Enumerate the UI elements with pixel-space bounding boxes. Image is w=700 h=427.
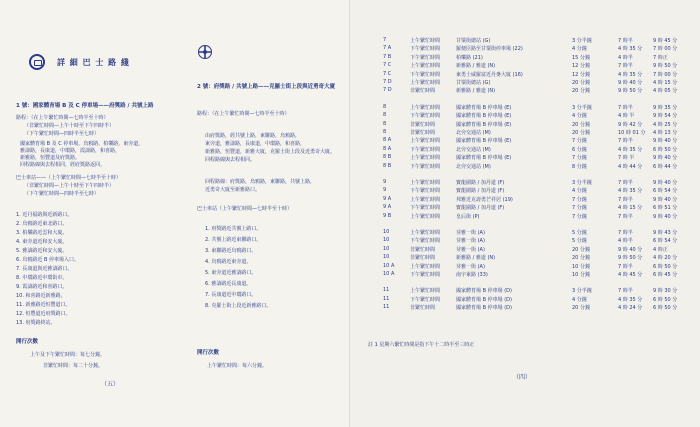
last-departure-cell: 4 時 25 分 bbox=[653, 121, 678, 128]
route-path-line: 新雅路，恒豐道，新雅大廈，克羅士街上段及近勇奇大廈。 bbox=[205, 149, 336, 155]
route-number-cell: 10 bbox=[383, 245, 390, 252]
last-departure-cell: 9 時 40 分 bbox=[653, 196, 678, 203]
route-number-cell: 9 bbox=[383, 187, 387, 194]
terminus-cell: 芽雅一街 (A) bbox=[456, 230, 485, 236]
stop-item: 12. 恒豐道近府獎路口。 bbox=[16, 311, 71, 317]
first-departure-cell: 4 時半 bbox=[618, 54, 633, 61]
table-row bbox=[350, 45, 700, 53]
first-departure-cell: 4 時 24 分 bbox=[618, 305, 643, 312]
first-departure-cell: 4 時 35 分 bbox=[618, 296, 643, 303]
service-period-cell: 上午繁忙時間 bbox=[410, 104, 441, 111]
last-departure-cell: 9 時 40 分 bbox=[653, 180, 678, 186]
frequency-heading: 開行次數 bbox=[16, 339, 39, 345]
table-row bbox=[350, 246, 700, 254]
right-page bbox=[350, 0, 700, 427]
terminus-cell: 國家體育場 B 停車場 (E) bbox=[456, 104, 512, 111]
last-departure-cell: 9 時 50 分 bbox=[653, 63, 678, 70]
frequency-cell: 3 分半鐘 bbox=[572, 180, 592, 186]
first-departure-cell: 4 時 半 bbox=[618, 113, 635, 120]
service-period-cell: 下午繁忙時間 bbox=[410, 238, 441, 245]
terminus-cell: 寶龍圍路 / 加丹道 (F) bbox=[456, 180, 505, 186]
service-period-cell: 下午繁忙時間 bbox=[410, 46, 441, 53]
first-departure-cell: 7 時半 bbox=[618, 63, 633, 70]
frequency-cell: 12 分鐘 bbox=[572, 63, 590, 70]
table-row bbox=[350, 62, 700, 70]
frequency-cell: 7 分鐘 bbox=[572, 138, 587, 145]
first-departure-cell: 10 時 01 分 bbox=[618, 130, 646, 136]
last-departure-cell: 6 時 54 分 bbox=[653, 238, 678, 245]
route-heading: 2 號：府獎路 / 共號上路——克羅士街上段與近勇奇大廈 bbox=[197, 84, 336, 90]
table-row bbox=[350, 296, 700, 304]
stops-heading: 巴士車站（上午繁忙時間—七時半至十時） bbox=[197, 206, 293, 212]
frequency-heading: 開行次數 bbox=[197, 350, 220, 356]
first-departure-cell: 7 時半 bbox=[618, 104, 633, 111]
service-period-cell: 上午繁忙時間 bbox=[410, 155, 441, 162]
last-departure-cell: 6 時 50 分 bbox=[653, 146, 678, 153]
route-path-line: 東旁道，雅濤路，長康道，中環路，和喜路， bbox=[205, 141, 306, 147]
stop-item: 5. 雅濤路近和安大廈。 bbox=[16, 248, 68, 254]
terminus-cell: 柏樂路 (21) bbox=[456, 54, 483, 61]
page-number: （四） bbox=[513, 374, 532, 381]
frequency-cell: 4 分鐘 bbox=[572, 113, 587, 120]
last-departure-cell: 9 時 54 分 bbox=[653, 113, 678, 120]
first-departure-cell: 9 時 40 分 bbox=[618, 246, 643, 253]
stop-item: 3. 東聯路近烏鴉路口。 bbox=[205, 248, 257, 254]
last-departure-cell: 4 時 20 分 bbox=[653, 255, 678, 262]
table-row bbox=[350, 37, 700, 45]
terminus-cell: 國家體育場 B 停車場 (E) bbox=[456, 138, 512, 145]
last-departure-cell: 4 時 15 分 bbox=[653, 80, 678, 86]
terminus-cell: 新雅路 / 雅道 (N) bbox=[456, 255, 496, 262]
route-path-line: 回程路線：府獎路，烏鴉路，東聯路，共號上路， bbox=[205, 179, 316, 185]
frequency-line: 上午繁忙時間：每六分鐘。 bbox=[207, 363, 268, 369]
stop-item: 7. 長康道與近雅濤路口。 bbox=[16, 266, 73, 272]
last-departure-cell: 6 時 45 分 bbox=[653, 272, 678, 278]
terminus-cell: 甘粟街總站 (G) bbox=[456, 38, 491, 44]
route-path-line: 國家體育場 B 及 C 停車場，烏鴉路，柏樂路，東旁道， bbox=[20, 141, 144, 147]
terminus-cell: 新雅路 / 雅道 (N) bbox=[456, 63, 496, 70]
frequency-cell: 3 分半鐘 bbox=[572, 38, 592, 44]
first-departure-cell: 7 時半 bbox=[618, 38, 633, 44]
first-departure-cell: 4 時 45 分 bbox=[618, 272, 643, 278]
service-period-cell: 上午繁忙時間 bbox=[410, 263, 441, 270]
frequency-cell: 6 分鐘 bbox=[572, 146, 587, 153]
frequency-line: 非繁忙時間：每二十分鐘。 bbox=[43, 363, 104, 369]
terminus-cell: 甘粟街總站 (G) bbox=[456, 80, 491, 86]
last-departure-cell: 6 時 50 分 bbox=[653, 263, 678, 270]
route-number-cell: 7 bbox=[383, 37, 387, 43]
bus-company-logo-icon bbox=[29, 54, 45, 70]
route-number-cell: 8 A bbox=[383, 137, 392, 144]
frequency-cell: 5 分鐘 bbox=[572, 238, 587, 245]
first-departure-cell: 4 時 35 分 bbox=[618, 146, 643, 153]
route-heading: 1 號：國家體育場 B 及 C 停車場——府獎路 / 共號上路 bbox=[16, 103, 154, 109]
terminus-cell: 皇后街 (P) bbox=[456, 213, 480, 220]
route-number-cell: 7 B bbox=[383, 53, 392, 60]
first-departure-cell: 7 時半 bbox=[618, 288, 633, 295]
last-departure-cell: 9 時 40 分 bbox=[653, 138, 678, 145]
frequency-cell: 4 分鐘 bbox=[572, 296, 587, 303]
first-departure-cell: 4 時 35 分 bbox=[618, 188, 643, 195]
frequency-cell: 4 分鐘 bbox=[572, 188, 587, 195]
first-departure-cell: 7 時半 bbox=[618, 138, 633, 145]
route-number-cell: 10 A bbox=[383, 262, 395, 269]
terminus-cell: 東勇士威羅富近丹麥大廈 (16) bbox=[456, 71, 523, 78]
last-departure-cell: 6 時 51 分 bbox=[653, 205, 678, 212]
table-row bbox=[350, 187, 700, 195]
last-departure-cell: 4 時正 bbox=[653, 246, 668, 253]
service-period-cell: 下午繁忙時間 bbox=[410, 188, 441, 195]
first-departure-cell: 4 時 35 分 bbox=[618, 46, 643, 53]
route-number-cell: 9 B bbox=[383, 212, 392, 219]
terminus-cell: 國家體育場 B 停車場 (E) bbox=[456, 121, 512, 128]
route-path-line: 新雅路，恒豐道及府獎路。 bbox=[20, 155, 81, 161]
route-number-cell: 10 A bbox=[383, 271, 395, 277]
service-period-cell: 上午繁忙時間 bbox=[410, 80, 441, 86]
frequency-cell: 20 分鐘 bbox=[572, 88, 590, 95]
frequency-cell: 20 分鐘 bbox=[572, 305, 590, 312]
stop-item: 11. 新雅路近恒豐道口。 bbox=[16, 302, 71, 308]
last-departure-cell: 7 時 00 分 bbox=[653, 46, 678, 53]
frequency-cell: 5 分鐘 bbox=[572, 230, 587, 236]
last-departure-cell: 9 時 40 分 bbox=[653, 155, 678, 162]
stop-item: 6. 烏鴉路近 B 停車場入口。 bbox=[16, 257, 79, 263]
frequency-cell: 12 分鐘 bbox=[572, 71, 590, 78]
first-departure-cell: 4 時 44 分 bbox=[618, 163, 643, 170]
stop-item: 8. 克羅士街上段近新雅路口。 bbox=[205, 303, 272, 309]
first-departure-cell: 4 時半 bbox=[618, 238, 633, 245]
service-period-cell: 下午繁忙時間 bbox=[410, 146, 441, 153]
last-departure-cell: 6 時 50 分 bbox=[653, 296, 678, 303]
route-number-cell: 8 B bbox=[383, 162, 392, 169]
service-period-cell: 上午繁忙時間 bbox=[410, 213, 441, 220]
frequency-cell: 7 分鐘 bbox=[572, 213, 587, 220]
reverse-period-a: （非繁忙時間—上午十時至下午四時半） bbox=[24, 183, 115, 189]
first-departure-cell: 9 時 42 分 bbox=[618, 121, 643, 128]
stop-item: 3. 柏樂路近雲和大廈。 bbox=[16, 230, 68, 236]
table-row bbox=[350, 54, 700, 62]
table-row bbox=[350, 146, 700, 154]
service-period-cell: 非繁忙時間 bbox=[410, 255, 436, 262]
table-row bbox=[350, 254, 700, 262]
last-departure-cell: 6 時 44 分 bbox=[653, 163, 678, 170]
route-path-line: 雅濤路，長康道，中環路，霞濤路，和喜路， bbox=[20, 148, 121, 154]
last-departure-cell: 9 時 40 分 bbox=[653, 213, 678, 220]
last-departure-cell: 7 時正 bbox=[653, 54, 668, 61]
route-number-cell: 9 A bbox=[383, 195, 392, 202]
route-path-line: 回程路線與去程相同，經府獎路返回。 bbox=[20, 162, 106, 168]
time-period-b: （下午繁忙時間—四時半至七時） bbox=[24, 131, 100, 137]
page-title: 詳 細 巴 士 路 綫 bbox=[57, 58, 130, 67]
table-row bbox=[350, 129, 700, 137]
terminus-cell: 北旁交通站 (M) bbox=[456, 146, 491, 153]
service-period-cell: 下午繁忙時間 bbox=[410, 54, 441, 61]
route-subheading: 路程：（在上午繁忙時間—七時半至十時） bbox=[197, 111, 290, 117]
route-number-cell: 7 D bbox=[383, 79, 392, 85]
service-period-cell: 非繁忙時間 bbox=[410, 246, 436, 253]
first-departure-cell: 7 時半 bbox=[618, 196, 633, 203]
terminus-cell: 芽雅一街 (A) bbox=[456, 246, 485, 253]
reverse-period-b: （下午繁忙時間—四時半至七時） bbox=[24, 191, 100, 197]
frequency-cell: 4 分鐘 bbox=[572, 46, 587, 53]
frequency-cell: 15 分鐘 bbox=[572, 54, 590, 61]
terminus-cell: 南宇東路 (33) bbox=[456, 272, 488, 278]
last-departure-cell: 6 時 54 分 bbox=[653, 188, 678, 195]
page-number: （五） bbox=[101, 381, 120, 388]
table-row bbox=[350, 154, 700, 162]
stop-item: 4. 東旁道近和安大廈。 bbox=[16, 239, 68, 245]
frequency-cell: 10 分鐘 bbox=[572, 263, 590, 270]
service-period-cell: 下午繁忙時間 bbox=[410, 113, 441, 120]
stop-item: 13. 府獎路終站。 bbox=[16, 320, 56, 326]
service-period-cell: 非繁忙時間 bbox=[410, 88, 436, 95]
route-path-line: 回程路線與去程相同。 bbox=[205, 157, 256, 163]
stop-item: 1. 近丹福路與近新路口。 bbox=[16, 212, 73, 218]
stop-item: 5. 東旁道近雅濤路口。 bbox=[205, 270, 257, 276]
table-row bbox=[350, 121, 700, 129]
service-period-cell: 非繁忙時間 bbox=[410, 305, 436, 312]
stop-item: 9. 霞濤路近和喜路口。 bbox=[16, 284, 68, 290]
stop-item: 1. 府獎路近共號上路口。 bbox=[205, 226, 262, 232]
terminus-cell: 邦雅近克壽勇芒祥居 (19) bbox=[456, 196, 513, 203]
terminus-cell: 羅便臣路至甘粟街停車場 (22) bbox=[456, 46, 523, 53]
terminus-cell: 國家體育場 B 停車場 (D) bbox=[456, 305, 512, 312]
terminus-cell: 寶龍圍路 / 加丹道 (F) bbox=[456, 205, 505, 212]
table-row bbox=[350, 287, 700, 295]
route-subheading: 路程：（在上午繁忙時間—七時半至十時） bbox=[16, 115, 109, 121]
stop-item: 7. 長康道近中環路口。 bbox=[205, 292, 257, 298]
table-row bbox=[350, 237, 700, 245]
first-departure-cell: 7 時半 bbox=[618, 263, 633, 270]
frequency-cell: 7 分鐘 bbox=[572, 155, 587, 162]
service-period-cell: 非繁忙時間 bbox=[410, 121, 436, 128]
table-row bbox=[350, 163, 700, 171]
footnote: 註 1 星期六繁忙時間是指下午十二時半至三時正 bbox=[368, 342, 475, 348]
stop-item: 4. 烏鴉路近東旁道。 bbox=[205, 259, 252, 265]
route-number-cell: 10 bbox=[383, 229, 390, 235]
first-departure-cell: 7 時半 bbox=[618, 213, 633, 220]
frequency-cell: 7 分鐘 bbox=[572, 205, 587, 212]
time-period-a: （非繁忙時間—上午十時至下午四時半） bbox=[24, 123, 115, 129]
last-departure-cell: 9 時 43 分 bbox=[653, 230, 678, 236]
frequency-cell: 20 分鐘 bbox=[572, 121, 590, 128]
service-period-cell: 上午繁忙時間 bbox=[410, 230, 441, 236]
table-row bbox=[350, 204, 700, 212]
terminus-cell: 芽雅一街 (A) bbox=[456, 238, 485, 245]
emblem-icon bbox=[197, 44, 213, 60]
route-number-cell: 7 C bbox=[383, 70, 392, 77]
terminus-cell: 國家體育場 B 停車場 (D) bbox=[456, 296, 512, 303]
route-number-cell: 8 B bbox=[383, 154, 392, 161]
route-path-line: 由府獎路，經共號上路，東聯路，烏鴉路， bbox=[205, 133, 301, 139]
table-row bbox=[350, 304, 700, 312]
table-row bbox=[350, 196, 700, 204]
frequency-cell: 8 分鐘 bbox=[572, 163, 587, 170]
last-departure-cell: 6 時 50 分 bbox=[653, 305, 678, 312]
service-period-cell: 下午繁忙時間 bbox=[410, 163, 441, 170]
first-departure-cell: 7 時半 bbox=[618, 230, 633, 236]
table-row bbox=[350, 213, 700, 221]
terminus-cell: 國家體育場 B 停車場 (E) bbox=[456, 113, 512, 120]
first-departure-cell: 9 時 50 分 bbox=[618, 255, 643, 262]
route-number-cell: 11 bbox=[383, 295, 390, 302]
table-row bbox=[350, 112, 700, 120]
route-number-cell: 7 D bbox=[383, 87, 392, 94]
service-period-cell: 下午繁忙時間 bbox=[410, 296, 441, 303]
last-departure-cell: 9 時 45 分 bbox=[653, 38, 678, 44]
service-period-cell: 上午繁忙時間 bbox=[410, 138, 441, 145]
route-number-cell: 8 bbox=[383, 129, 387, 135]
stop-item: 2. 共號上路近東聯路口。 bbox=[205, 237, 262, 243]
frequency-line: 上午及下午繁忙時間：每七分鐘。 bbox=[30, 352, 106, 358]
route-number-cell: 8 A bbox=[383, 145, 392, 152]
table-row bbox=[350, 271, 700, 279]
frequency-cell: 10 分鐘 bbox=[572, 272, 590, 278]
service-period-cell: 上午繁忙時間 bbox=[410, 63, 441, 70]
service-period-cell: 上午繁忙時間 bbox=[410, 196, 441, 203]
terminus-cell: 國家體育場 B 停車場 (D) bbox=[456, 288, 512, 295]
frequency-cell: 3 分半鐘 bbox=[572, 288, 592, 295]
last-departure-cell: 4 時 13 分 bbox=[653, 130, 678, 136]
frequency-cell: 20 分鐘 bbox=[572, 255, 590, 262]
table-row bbox=[350, 137, 700, 145]
first-departure-cell: 9 時 50 分 bbox=[618, 88, 643, 95]
route-number-cell: 7 C bbox=[383, 62, 392, 69]
terminus-cell: 寶龍圍路 / 加丹道 (F) bbox=[456, 188, 505, 195]
table-row bbox=[350, 87, 700, 95]
stop-item: 2. 烏鴉路近東北路口。 bbox=[16, 221, 68, 227]
first-departure-cell: 4 時 35 分 bbox=[618, 71, 643, 78]
route-number-cell: 11 bbox=[383, 287, 390, 294]
service-period-cell: 上午繁忙時間 bbox=[410, 38, 441, 44]
first-departure-cell: 9 時 40 分 bbox=[618, 80, 643, 86]
reverse-heading: 巴士車站——（上午繁忙時間—七時半至十時） bbox=[16, 175, 122, 181]
terminus-cell: 北旁交通站 (M) bbox=[456, 130, 491, 136]
table-row bbox=[350, 263, 700, 271]
service-period-cell: 下午繁忙時間 bbox=[410, 272, 441, 278]
route-number-cell: 9 bbox=[383, 179, 387, 185]
terminus-cell: 國家體育場 B 停車場 (E) bbox=[456, 155, 512, 162]
first-departure-cell: 4 時 15 分 bbox=[618, 205, 643, 212]
stop-item: 10. 和喜路近新雅路。 bbox=[16, 293, 66, 299]
frequency-cell: 3 分半鐘 bbox=[572, 104, 592, 111]
route-number-cell: 9 A bbox=[383, 204, 392, 211]
route-number-cell: 8 bbox=[383, 112, 387, 119]
last-departure-cell: 7 時 00 分 bbox=[653, 71, 678, 78]
service-period-cell: 上午繁忙時間 bbox=[410, 288, 441, 295]
last-departure-cell: 9 時 35 分 bbox=[653, 104, 678, 111]
frequency-cell: 7 分鐘 bbox=[572, 196, 587, 203]
last-departure-cell: 4 時 05 分 bbox=[653, 88, 678, 95]
table-row bbox=[350, 104, 700, 112]
service-period-cell: 下午繁忙時間 bbox=[410, 71, 441, 78]
route-number-cell: 7 A bbox=[383, 45, 392, 52]
route-path-line: 近勇奇大廈至新雅路口。 bbox=[205, 187, 261, 193]
stop-item: 8. 中環路近中環街市。 bbox=[16, 275, 68, 281]
service-period-cell: 下午繁忙時間 bbox=[410, 205, 441, 212]
route-number-cell: 10 bbox=[383, 254, 390, 261]
service-period-cell: 非繁忙時間 bbox=[410, 130, 436, 136]
route-number-cell: 8 bbox=[383, 120, 387, 127]
terminus-cell: 新雅路 / 雅道 (N) bbox=[456, 88, 496, 95]
first-departure-cell: 7 時 半 bbox=[618, 155, 635, 162]
table-row bbox=[350, 179, 700, 187]
table-row bbox=[350, 71, 700, 79]
stop-item: 6. 雅濤路近長康道。 bbox=[205, 281, 252, 287]
route-number-cell: 11 bbox=[383, 304, 390, 311]
frequency-cell: 20 分鐘 bbox=[572, 130, 590, 136]
route-number-cell: 8 bbox=[383, 103, 387, 110]
last-departure-cell: 9 時 30 分 bbox=[653, 288, 678, 295]
table-row bbox=[350, 79, 700, 87]
terminus-cell: 芽雅一街 (A) bbox=[456, 263, 485, 270]
frequency-cell: 20 分鐘 bbox=[572, 80, 590, 86]
frequency-cell: 20 分鐘 bbox=[572, 246, 590, 253]
service-period-cell: 上午繁忙時間 bbox=[410, 180, 441, 186]
terminus-cell: 北旁交通站 (M) bbox=[456, 163, 491, 170]
table-row bbox=[350, 229, 700, 237]
route-number-cell: 10 bbox=[383, 237, 390, 244]
first-departure-cell: 7 時半 bbox=[618, 180, 633, 186]
